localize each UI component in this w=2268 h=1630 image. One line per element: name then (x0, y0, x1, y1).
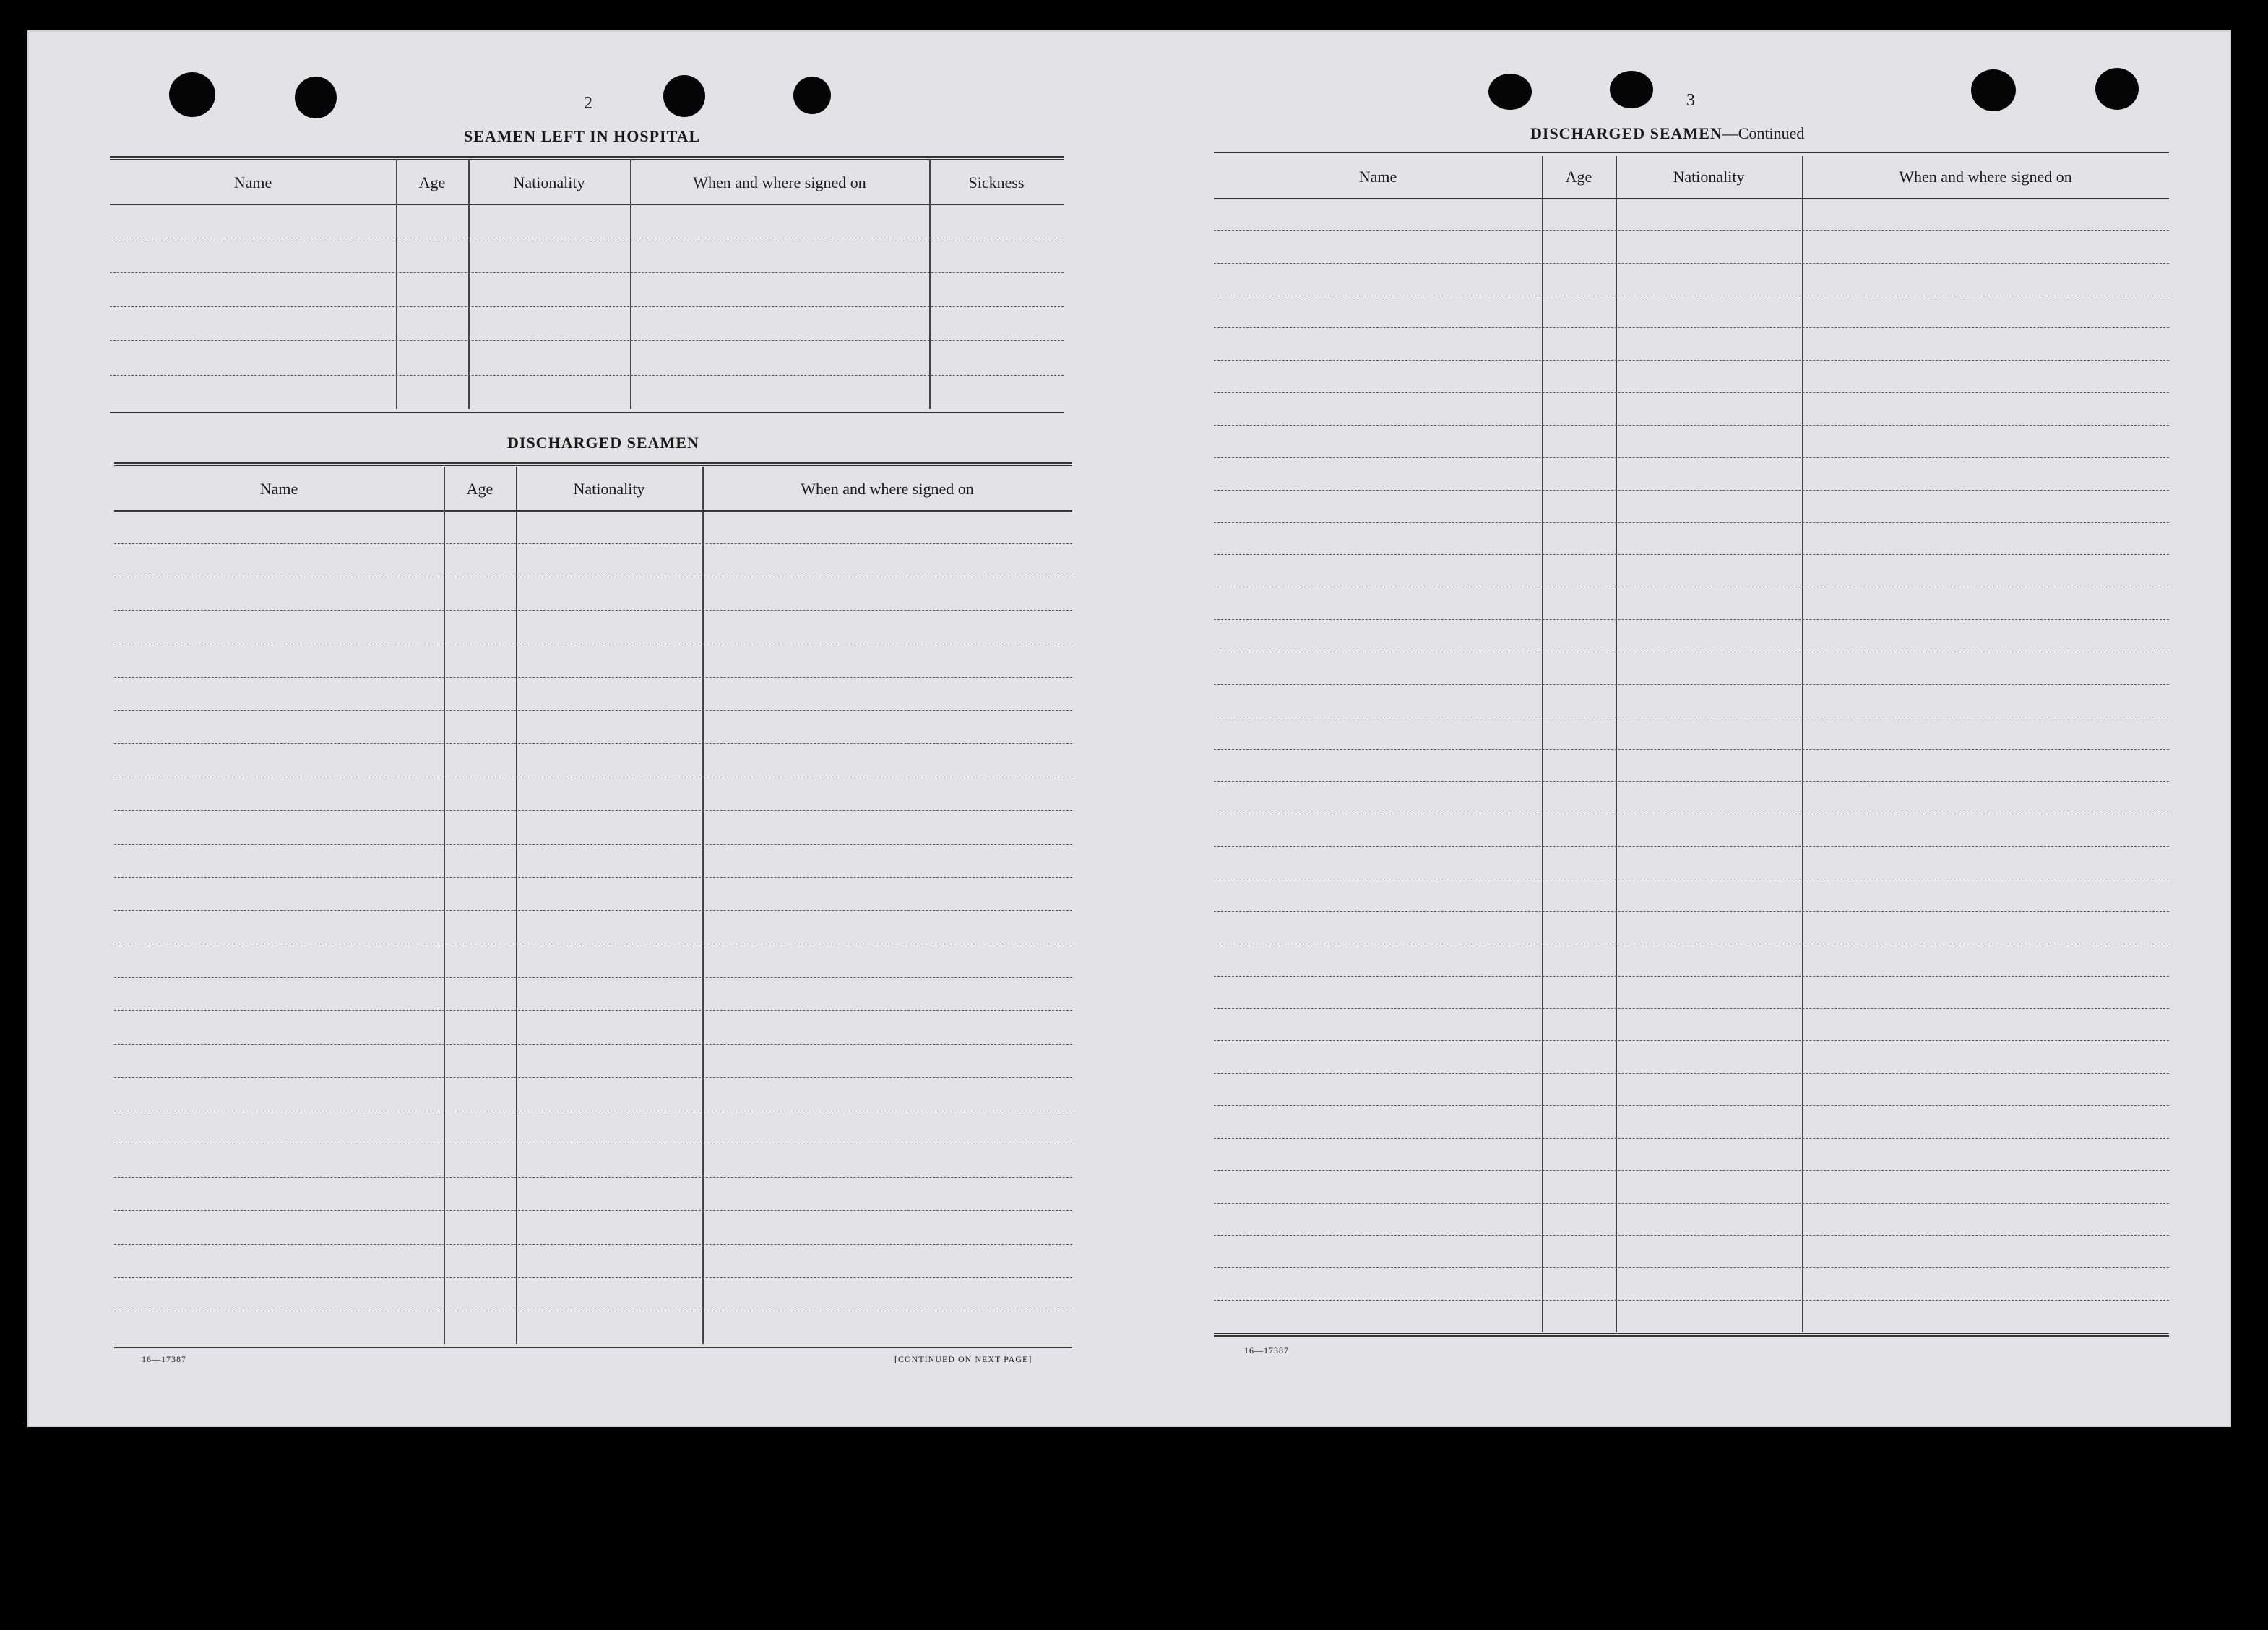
blank-entry-row (1214, 1170, 2169, 1171)
discharged-table (114, 462, 1072, 1348)
left-form-number: 16—17387 (142, 1354, 186, 1364)
table-top-rule (1214, 152, 2169, 155)
punch-hole (663, 75, 705, 117)
column-header-age: Age (466, 480, 493, 498)
header-underline (110, 204, 1064, 205)
blank-entry-row (1214, 1073, 2169, 1074)
blank-entry-row (1214, 1300, 2169, 1301)
header-underline (114, 510, 1072, 512)
continued-title-main: DISCHARGED SEAMEN (1530, 124, 1722, 142)
blank-entry-row (1214, 457, 2169, 458)
table-bottom-rule (110, 410, 1064, 413)
table-bottom-rule (114, 1345, 1072, 1348)
blank-entry-row (114, 1010, 1072, 1011)
continued-section-title (1530, 124, 1804, 143)
blank-entry-row (1214, 1138, 2169, 1139)
table-top-rule (110, 156, 1064, 160)
blank-entry-row (110, 375, 1064, 376)
column-header-when-and-where-signed-on: When and where signed on (801, 480, 974, 498)
blank-entry-row (1214, 425, 2169, 426)
blank-entry-row (1214, 781, 2169, 782)
blank-entry-row (114, 844, 1072, 845)
punch-hole (2095, 68, 2139, 110)
right-form-number: 16—17387 (1244, 1345, 1289, 1355)
blank-entry-row (1214, 976, 2169, 977)
column-header-when-and-where-signed-on: When and where signed on (693, 173, 866, 191)
column-header-nationality: Nationality (1673, 168, 1745, 186)
blank-entry-row (1214, 522, 2169, 523)
blank-entry-row (1214, 263, 2169, 264)
column-header-sickness: Sickness (968, 173, 1025, 191)
column-header-name: Name (1358, 168, 1397, 186)
blank-entry-row (110, 340, 1064, 341)
discharged-section-title: DISCHARGED SEAMEN (507, 434, 699, 452)
column-divider (516, 467, 517, 1344)
hospital-section-title: SEAMEN LEFT IN HOSPITAL (464, 127, 701, 145)
column-divider (702, 467, 704, 1344)
continued-title-suffix: —Continued (1722, 124, 1805, 142)
blank-entry-row (1214, 1008, 2169, 1009)
blank-entry-row (1214, 1235, 2169, 1236)
scanned-sheet (27, 30, 2231, 1427)
blank-entry-row (1214, 619, 2169, 620)
blank-entry-row (114, 610, 1072, 611)
blank-entry-row (114, 1244, 1072, 1245)
column-header-age: Age (1565, 168, 1592, 186)
blank-entry-row (110, 306, 1064, 307)
table-top-rule (114, 462, 1072, 466)
blank-entry-row (1214, 230, 2169, 231)
column-divider (396, 160, 397, 409)
punch-hole (1971, 69, 2016, 111)
column-header-nationality: Nationality (573, 480, 645, 498)
blank-entry-row (114, 710, 1072, 711)
continued-note: [CONTINUED ON NEXT PAGE] (894, 1354, 1032, 1364)
blank-entry-row (114, 810, 1072, 811)
blank-entry-row (114, 677, 1072, 678)
blank-entry-row (1214, 1105, 2169, 1106)
blank-entry-row (114, 1210, 1072, 1211)
blank-entry-row (1214, 392, 2169, 393)
blank-entry-row (114, 1044, 1072, 1045)
blank-entry-row (114, 910, 1072, 911)
column-divider (468, 160, 470, 409)
column-header-name: Name (233, 173, 272, 191)
blank-entry-row (1214, 684, 2169, 685)
blank-entry-row (114, 543, 1072, 544)
table-bottom-rule (1214, 1333, 2169, 1337)
blank-entry-row (1214, 327, 2169, 328)
blank-entry-row (1214, 554, 2169, 555)
blank-entry-row (114, 877, 1072, 878)
blank-entry-row (114, 1177, 1072, 1178)
column-header-name: Name (259, 480, 298, 498)
column-divider (444, 467, 445, 1344)
column-divider (929, 160, 931, 409)
blank-entry-row (1214, 1040, 2169, 1041)
blank-entry-row (1214, 1203, 2169, 1204)
blank-entry-row (1214, 360, 2169, 361)
blank-entry-row (110, 272, 1064, 273)
punch-hole (169, 72, 215, 117)
blank-entry-row (1214, 749, 2169, 750)
column-divider (1616, 156, 1617, 1332)
punch-hole (1488, 74, 1532, 110)
blank-entry-row (114, 743, 1072, 744)
punch-hole (1610, 71, 1653, 108)
blank-entry-row (114, 1077, 1072, 1078)
hospital-table (110, 156, 1064, 413)
blank-entry-row (1214, 911, 2169, 912)
column-divider (630, 160, 631, 409)
continued-table (1214, 152, 2169, 1337)
right-page-number: 3 (1686, 91, 1695, 110)
left-page-number: 2 (584, 94, 592, 113)
blank-entry-row (1214, 490, 2169, 491)
column-divider (1542, 156, 1543, 1332)
column-header-when-and-where-signed-on: When and where signed on (1899, 168, 2072, 186)
column-header-age: Age (418, 173, 446, 191)
blank-entry-row (1214, 1267, 2169, 1268)
blank-entry-row (114, 1277, 1072, 1278)
blank-entry-row (1214, 846, 2169, 847)
column-header-nationality: Nationality (513, 173, 585, 191)
header-underline (1214, 198, 2169, 199)
blank-entry-row (114, 977, 1072, 978)
column-divider (1802, 156, 1803, 1332)
punch-hole (295, 77, 337, 118)
punch-hole (793, 77, 831, 114)
